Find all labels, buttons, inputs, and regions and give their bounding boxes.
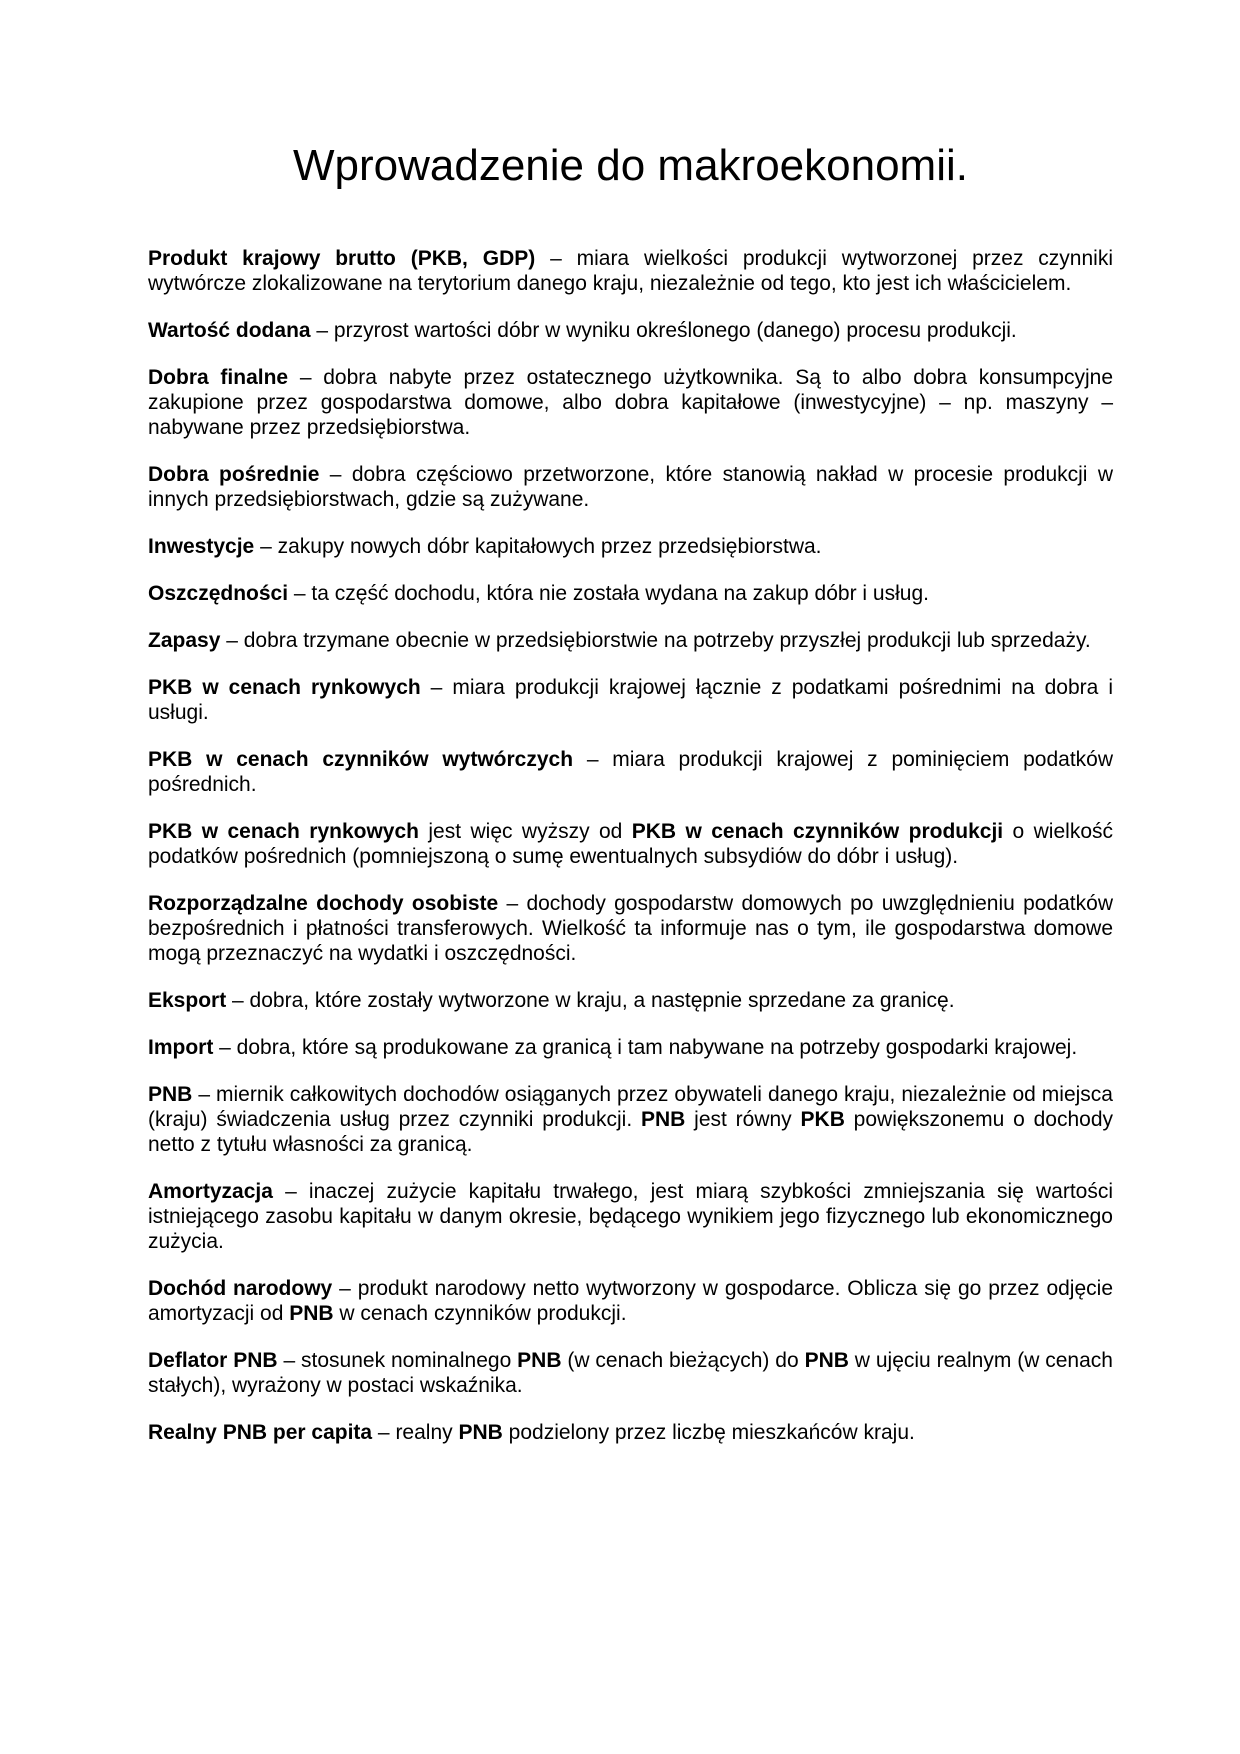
definition-paragraph — [148, 1179, 1113, 1254]
term-text: Amortyzacja — [148, 1180, 273, 1203]
page-title: Wprowadzenie do makroekonomii. — [293, 141, 968, 190]
definition-paragraph — [148, 581, 1113, 606]
term-text: Dobra pośrednie — [148, 463, 320, 486]
definition-text: (w cenach bieżących) do — [561, 1349, 805, 1372]
definitions-list — [148, 246, 1113, 1445]
definition-text: – produkt narodowy netto wytworzony w gospodarce. Oblicza się go przez odjęcie amortyzacji od — [148, 1277, 1113, 1325]
term-text: Wartość dodana — [148, 319, 311, 342]
definition-text: – inaczej zużycie kapitału trwałego, jest miarą szybkości zmniejszania się wartości istniejącego zasobu kapitału w danym okresie, będącego wynikiem jego fizycznego lub ekonomicznego zużycia. — [148, 1180, 1113, 1253]
definition-paragraph — [148, 1082, 1113, 1157]
definition-text: w cenach czynników produkcji. — [333, 1302, 627, 1325]
term-text: PKB w cenach czynników wytwórczych — [148, 748, 574, 771]
definition-paragraph — [148, 534, 1113, 559]
definition-paragraph — [148, 1035, 1113, 1060]
definition-text: – dobra, które są produkowane za granicą i tam nabywane na potrzeby gospodarki krajowej. — [213, 1036, 1078, 1059]
term-text: Produkt krajowy brutto (PKB, GDP) — [148, 247, 536, 270]
term-text: Rozporządzalne dochody osobiste — [148, 892, 499, 915]
term-text: PKB w cenach czynników produkcji — [631, 820, 1004, 843]
definition-text: o wielkość podatków pośrednich (pomniejszoną o sumę ewentualnych subsydiów do dóbr i usług). — [148, 820, 1113, 868]
definition-paragraph — [148, 1420, 1113, 1445]
definition-text: – dobra trzymane obecnie w przedsiębiorstwie na potrzeby przyszłej produkcji lub sprzedaży. — [220, 629, 1091, 652]
term-text: PNB — [804, 1349, 849, 1372]
definition-paragraph — [148, 747, 1113, 797]
definition-text: – dobra częściowo przetworzone, które stanowią nakład w procesie produkcji w innych przedsiębiorstwach, gdzie są zużywane. — [148, 463, 1113, 511]
term-text: PKB — [800, 1108, 845, 1131]
definition-text: w ujęciu realnym (w cenach stałych), wyrażony w postaci wskaźnika. — [148, 1349, 1113, 1397]
definition-paragraph — [148, 365, 1113, 440]
term-text: PNB — [148, 1083, 193, 1106]
term-text: Dobra finalne — [148, 366, 289, 389]
definition-paragraph — [148, 628, 1113, 653]
definition-paragraph — [148, 318, 1113, 343]
term-text: Realny PNB per capita — [148, 1421, 373, 1444]
definition-text: – miernik całkowitych dochodów osiąganych przez obywateli danego kraju, niezależnie od miejsca (kraju) świadczenia usług przez czynniki produkcji. — [148, 1083, 1113, 1131]
definition-paragraph — [148, 462, 1113, 512]
term-text: PNB — [458, 1421, 503, 1444]
definition-text: – ta część dochodu, która nie została wydana na zakup dóbr i usług. — [288, 582, 929, 605]
definition-text: – stosunek nominalnego — [277, 1349, 518, 1372]
definition-paragraph — [148, 1348, 1113, 1398]
definition-text: jest równy — [685, 1108, 801, 1131]
term-text: Dochód narodowy — [148, 1277, 333, 1300]
definition-text: jest więc wyższy od — [418, 820, 632, 843]
definition-text: – miara produkcji krajowej łącznie z podatkami pośrednimi na dobra i usługi. — [148, 676, 1113, 724]
definition-paragraph — [148, 988, 1113, 1013]
definition-paragraph — [148, 1276, 1113, 1326]
term-text: PNB — [640, 1108, 686, 1131]
definition-text: powiększonemu o dochody netto z tytułu własności za granicą. — [148, 1108, 1113, 1156]
definition-paragraph — [148, 819, 1113, 869]
term-text: PKB w cenach rynkowych — [148, 820, 419, 843]
term-text: PNB — [517, 1349, 562, 1372]
term-text: PKB w cenach rynkowych — [148, 676, 421, 699]
definition-text: – przyrost wartości dóbr w wyniku określonego (danego) procesu produkcji. — [310, 319, 1017, 342]
term-text: Inwestycje — [148, 535, 255, 558]
term-text: Import — [148, 1036, 214, 1059]
definition-text: – dobra, które zostały wytworzone w kraju, a następnie sprzedane za granicę. — [226, 989, 955, 1012]
definition-text: – miara wielkości produkcji wytworzonej przez czynniki wytwórcze zlokalizowane na terytorium danego kraju, niezależnie od tego, kto jest ich właścicielem. — [148, 247, 1113, 295]
definition-text: – miara produkcji krajowej z pominięciem podatków pośrednich. — [148, 748, 1114, 796]
term-text: Oszczędności — [148, 582, 289, 605]
term-text: Zapasy — [148, 629, 221, 652]
definition-paragraph — [148, 891, 1113, 966]
definition-paragraph — [148, 246, 1113, 296]
definition-paragraph — [148, 675, 1113, 725]
definition-text: – dobra nabyte przez ostatecznego użytkownika. Są to albo dobra konsumpcyjne zakupione przez gospodarstwa domowe, albo dobra kapitałowe (inwestycyjne) – np. maszyny – nabywane przez przedsiębiorstwa. — [148, 366, 1113, 439]
term-text: Deflator PNB — [148, 1349, 278, 1372]
definition-text: podzielony przez liczbę mieszkańców kraju. — [502, 1421, 915, 1444]
term-text: PNB — [289, 1302, 334, 1325]
definition-text: – zakupy nowych dóbr kapitałowych przez przedsiębiorstwa. — [254, 535, 822, 558]
definition-text: – dochody gospodarstw domowych po uwzględnieniu podatków bezpośrednich i płatności transferowych. Wielkość ta informuje nas o tym, ile gospodarstwa domowe mogą przeznaczyć na wydatki i oszczędności. — [148, 892, 1113, 965]
term-text: Eksport — [148, 989, 227, 1012]
definition-text: – realny — [372, 1421, 459, 1444]
